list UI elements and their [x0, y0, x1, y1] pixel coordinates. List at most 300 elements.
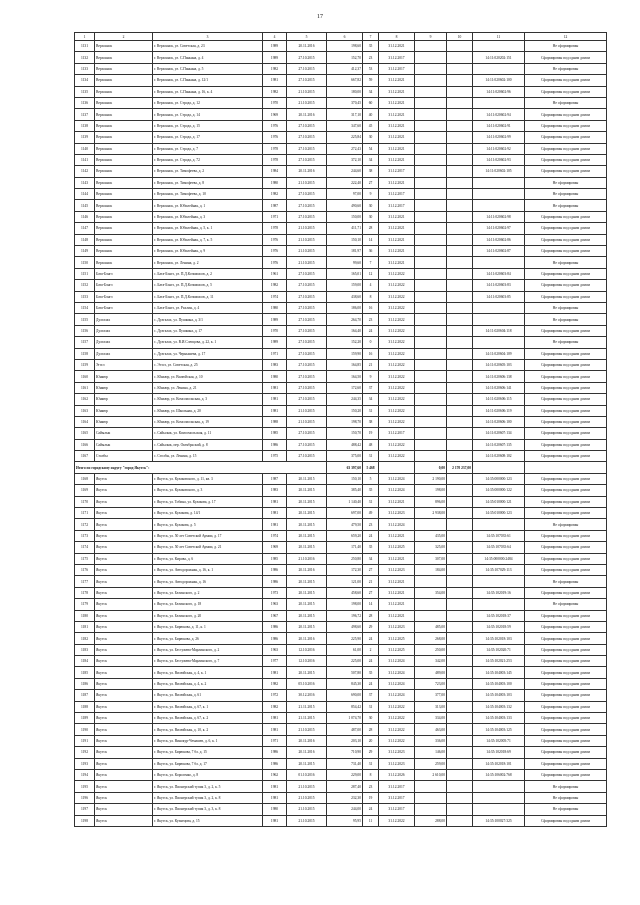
cell-area: 203,10 — [327, 735, 363, 746]
cell-year-built: 1976 — [263, 257, 287, 268]
cell-cadastral-number: 14:35:104003:145 — [473, 667, 525, 678]
cell-settlement: Верхоянск — [95, 97, 153, 108]
cell-residents: 23 — [363, 781, 379, 792]
cell-land-status: Не сформирован — [525, 177, 607, 188]
cell-area: 225,84 — [327, 132, 363, 143]
cell-deadline: 31.12.2022 — [379, 337, 415, 348]
cell-residents: 24 — [363, 325, 379, 336]
cell-deadline: 31.12.2026 — [379, 770, 415, 781]
cell-address: г. Верхоянск, ул. Строда, д. 7 — [153, 143, 263, 154]
cell-date: 20.11.2015 — [287, 667, 327, 678]
table-row — [75, 41, 607, 52]
cell-deadline: 31.12.2021 — [379, 246, 415, 257]
cell-cost — [415, 120, 447, 131]
cell-row-number: 1198 — [75, 815, 95, 826]
cell-year-built: 1981 — [263, 781, 287, 792]
cell-area: 159,00 — [327, 280, 363, 291]
cell-deadline: 31.12.2017 — [379, 804, 415, 815]
cell-area: 507,80 — [327, 667, 363, 678]
cell-cadastral-number: 14:11:020604:109 — [473, 348, 525, 359]
cell-cadastral-number: 14:35:102018:101 — [473, 758, 525, 769]
cell-cadastral-number: 14:11:020608:102 — [473, 451, 525, 462]
cell-date: 21.10.2015 — [287, 792, 327, 803]
cell-land-status: Не сформирован — [525, 314, 607, 325]
cell-year-built: 1989 — [263, 52, 287, 63]
cell-year-built: 1978 — [263, 143, 287, 154]
cell-year-built: 1982 — [263, 63, 287, 74]
table-row — [75, 405, 607, 416]
cell-residents: 35 — [363, 485, 379, 496]
cell-deadline: 31.12.2017 — [379, 200, 415, 211]
cell-residents: 30 — [363, 200, 379, 211]
cell-cadastral-number: 14:11:020606:115 — [473, 394, 525, 405]
cell-year-built: 1971 — [263, 735, 287, 746]
header-row — [75, 33, 607, 41]
column-header: 9 — [415, 33, 447, 41]
cell-residents: 24 — [363, 633, 379, 644]
cell-year-built: 1969 — [263, 542, 287, 553]
cell-row-number: 1166 — [75, 439, 95, 450]
cell-area: 150,10 — [327, 473, 363, 484]
cell-col-10 — [447, 246, 473, 257]
cell-land-status: Сформирован под одним домом — [525, 508, 607, 519]
cell-settlement: Эгэсэ — [95, 359, 153, 370]
cell-residents: 19 — [363, 792, 379, 803]
cell-land-status: Сформирован под одним домом — [525, 724, 607, 735]
cell-area: 287,40 — [327, 781, 363, 792]
cell-address: г. Верхоянск, ул. Юбилейная, д. 3 — [153, 211, 263, 222]
cell-area: 479,50 — [327, 519, 363, 530]
table-row — [75, 314, 607, 325]
cell-address: г. Якутск, ул. Автодорожная, д. 16 — [153, 576, 263, 587]
cell-cost: 377,00 — [415, 690, 447, 701]
cell-row-number: 1159 — [75, 359, 95, 370]
cell-cost — [415, 246, 447, 257]
cell-year-built: 1970 — [263, 97, 287, 108]
cell-year-built: 1976 — [263, 234, 287, 245]
cell-cadastral-number: 14:11:020607:134 — [473, 428, 525, 439]
cell-date: 21.10.2015 — [287, 86, 327, 97]
cell-area: 165,01 — [327, 268, 363, 279]
cell-address: г. Верхоянск, ул. С.Паньяна, д. 16, к. 4 — [153, 86, 263, 97]
cell-settlement: Якутск — [95, 713, 153, 724]
cell-year-built: 1981 — [263, 724, 287, 735]
table-row — [75, 713, 607, 724]
cell-residents: 34 — [363, 394, 379, 405]
cell-cadastral-number — [473, 804, 525, 815]
cell-settlement: Якутск — [95, 690, 153, 701]
table-row — [75, 75, 607, 86]
table-row — [75, 701, 607, 712]
cell-settlement: Верхоянск — [95, 200, 153, 211]
table-row — [75, 348, 607, 359]
table-row — [75, 735, 607, 746]
table-row — [75, 337, 607, 348]
cell-residents: 35 — [363, 667, 379, 678]
cell-year-built: 1981 — [263, 713, 287, 724]
cell-cost — [415, 382, 447, 393]
cell-settlement: Якутск — [95, 564, 153, 575]
cell-cost — [415, 268, 447, 279]
cell-year-built: 1969 — [263, 109, 287, 120]
cell-year-built: 1982 — [263, 280, 287, 291]
table-body-lower — [75, 473, 607, 826]
cell-date: 20.11.2015 — [287, 599, 327, 610]
table-row — [75, 485, 607, 496]
cell-area: 229,00 — [327, 770, 363, 781]
cell-settlement: Верхоянск — [95, 223, 153, 234]
cell-residents: 30 — [363, 713, 379, 724]
cell-cost — [415, 792, 447, 803]
cell-land-status: Не сформирован — [525, 189, 607, 200]
cell-col-10 — [447, 109, 473, 120]
cell-date: 27.10.2015 — [287, 63, 327, 74]
cell-area: 264,70 — [327, 314, 363, 325]
cell-area: 61,00 — [327, 644, 363, 655]
cell-row-number: 1162 — [75, 394, 95, 405]
cell-row-number: 1184 — [75, 656, 95, 667]
cell-address: с. Бата-Бэнгэ, ул. П.Д.Кочмамсов, д. 11 — [153, 291, 263, 302]
cell-year-built: 1989 — [263, 337, 287, 348]
cell-deadline: 31.12.2022 — [379, 439, 415, 450]
cell-land-status: Сформирован под одним домом — [525, 143, 607, 154]
cell-cadastral-number — [473, 97, 525, 108]
cell-row-number: 1136 — [75, 97, 95, 108]
cell-deadline: 31.12.2021 — [379, 109, 415, 120]
cell-deadline: 31.12.2022 — [379, 701, 415, 712]
cell-land-status: Не сформирован — [525, 97, 607, 108]
cell-deadline: 31.12.2021 — [379, 86, 415, 97]
cell-col-10 — [447, 633, 473, 644]
cell-deadline: 31.12.2022 — [379, 302, 415, 313]
cell-deadline: 31.12.2021 — [379, 610, 415, 621]
cell-residents: 31 — [363, 758, 379, 769]
cell-year-built: 1985 — [263, 553, 287, 564]
cell-area: 196,72 — [327, 610, 363, 621]
cell-settlement: Якутск — [95, 610, 153, 621]
cell-settlement: Верхоянск — [95, 120, 153, 131]
cell-address: с. Юнкюр, ул. Школьная, д. 20 — [153, 405, 263, 416]
cell-cost: 342,00 — [415, 656, 447, 667]
cell-col-10 — [447, 519, 473, 530]
cell-area: 164,40 — [327, 325, 363, 336]
cell-cost — [415, 41, 447, 52]
cell-row-number: 1169 — [75, 485, 95, 496]
cell-col-10 — [447, 701, 473, 712]
cell-deadline: 31.12.2024 — [379, 667, 415, 678]
cell-row-number: 1183 — [75, 644, 95, 655]
cell-address: с. Юнкюр, ул. Комсомольская, д. 19 — [153, 416, 263, 427]
total-empty — [473, 462, 525, 473]
cell-land-status: Сформирован под одним домом — [525, 713, 607, 724]
cell-cost: 485,00 — [415, 621, 447, 632]
column-header: 11 — [473, 33, 525, 41]
cell-address: г. Верхоянск, ул. С.Паньяна, д. 4 — [153, 52, 263, 63]
cell-cadastral-number: 14:35:104003:132 — [473, 701, 525, 712]
table-row — [75, 439, 607, 450]
cell-cost: 354,00 — [415, 587, 447, 598]
cell-residents: 28 — [363, 223, 379, 234]
cell-cost — [415, 143, 447, 154]
table-row — [75, 678, 607, 689]
cell-year-built: 1981 — [263, 382, 287, 393]
cell-settlement: Якутск — [95, 781, 153, 792]
cell-address: г. Якутск, ул. Бирюкова, 7 бл. д. 15 — [153, 747, 263, 758]
column-header: 7 — [363, 33, 379, 41]
cell-col-10 — [447, 154, 473, 165]
cell-land-status: Сформирован под одним домом — [525, 473, 607, 484]
cell-deadline: 31.12.2017 — [379, 781, 415, 792]
table-row — [75, 519, 607, 530]
cell-date: 27.10.2015 — [287, 143, 327, 154]
cell-address: г. Верхоянск, ул. Тимофеева, д. 10 — [153, 189, 263, 200]
cell-deadline: 31.12.2022 — [379, 280, 415, 291]
cell-address: с. Дулгалах, ул. Пушкина, д. 3/1 — [153, 314, 263, 325]
cell-address: с. Сайылык, пер. Октябрьский, д. 8 — [153, 439, 263, 450]
cell-land-status: Сформирован под одним домом — [525, 610, 607, 621]
cell-area: 198,70 — [327, 416, 363, 427]
total-area: 63 397,60 — [327, 462, 363, 473]
cell-area: 710,90 — [327, 747, 363, 758]
cell-row-number: 1178 — [75, 587, 95, 598]
cell-year-built: 1980 — [263, 177, 287, 188]
cell-land-status: Сформирован под одним домом — [525, 564, 607, 575]
cell-residents: 27 — [363, 564, 379, 575]
cell-date: 21.10.2015 — [287, 177, 327, 188]
cell-year-built: 1986 — [263, 564, 287, 575]
cell-year-built: 1983 — [263, 485, 287, 496]
cell-residents: 53 — [363, 63, 379, 74]
cell-row-number: 1188 — [75, 701, 95, 712]
cell-cadastral-number: 14:11:020602:91 — [473, 120, 525, 131]
cell-settlement: Юнкюр — [95, 382, 153, 393]
cell-settlement: Якутск — [95, 485, 153, 496]
cell-address: г. Верхоянск, ул. Строда, д. 72 — [153, 154, 263, 165]
cell-address: г. Якутск, ул. Винокур-Чемашев, д. 6, к. 1 — [153, 735, 263, 746]
cell-land-status: Сформирован под одним домом — [525, 530, 607, 541]
cell-settlement: Верхоянск — [95, 75, 153, 86]
cell-residents: 38 — [363, 166, 379, 177]
cell-area: 172,60 — [327, 382, 363, 393]
table-row — [75, 371, 607, 382]
table-row — [75, 530, 607, 541]
cell-year-built: 1967 — [263, 610, 287, 621]
cell-address: г. Верхоянск, ул. Строда, д. 12 — [153, 97, 263, 108]
cell-col-10 — [447, 815, 473, 826]
cell-cadastral-number: 14:35:000000:122 — [473, 485, 525, 496]
cell-row-number: 1194 — [75, 770, 95, 781]
cell-cost: 2 190,00 — [415, 473, 447, 484]
table-row — [75, 52, 607, 63]
cell-settlement: Дулгалах — [95, 325, 153, 336]
cell-date: 27.10.2015 — [287, 75, 327, 86]
cell-settlement: Якутск — [95, 747, 153, 758]
cell-date: 05.10.2016 — [287, 678, 327, 689]
cell-col-10 — [447, 41, 473, 52]
cell-cost: 268,00 — [415, 633, 447, 644]
cell-settlement: Якутск — [95, 792, 153, 803]
cell-year-built: 1974 — [263, 291, 287, 302]
table-row — [75, 542, 607, 553]
cell-area: 198,00 — [327, 599, 363, 610]
cell-address: с. Столбы, ул. Ленина, д. 15 — [153, 451, 263, 462]
table-row — [75, 690, 607, 701]
cell-land-status: Не сформирован — [525, 781, 607, 792]
cell-settlement: Якутск — [95, 542, 153, 553]
cell-row-number: 1168 — [75, 473, 95, 484]
table-row — [75, 97, 607, 108]
cell-area: 488,42 — [327, 439, 363, 450]
cell-date: 20.11.2016 — [287, 41, 327, 52]
cell-settlement: Сайылык — [95, 428, 153, 439]
table-row — [75, 359, 607, 370]
cell-cadastral-number: 14:11:020602:86 — [473, 234, 525, 245]
cell-cost — [415, 291, 447, 302]
cell-residents: 16 — [363, 348, 379, 359]
cell-row-number: 1138 — [75, 120, 95, 131]
cell-land-status: Сформирован под одним домом — [525, 621, 607, 632]
cell-date: 20.11.2015 — [287, 508, 327, 519]
cell-row-number: 1140 — [75, 143, 95, 154]
cell-col-10 — [447, 382, 473, 393]
cell-row-number: 1165 — [75, 428, 95, 439]
cell-settlement: Верхоянск — [95, 52, 153, 63]
table-row — [75, 177, 607, 188]
cell-land-status: Не сформирован — [525, 599, 607, 610]
cell-col-10 — [447, 747, 473, 758]
cell-settlement: Верхоянск — [95, 257, 153, 268]
cell-settlement: Верхоянск — [95, 132, 153, 143]
cell-deadline: 31.12.2021 — [379, 120, 415, 131]
cell-land-status: Сформирован под одним домом — [525, 496, 607, 507]
cell-settlement: Бата-Бэнгэ — [95, 291, 153, 302]
cell-date: 27.10.2015 — [287, 439, 327, 450]
cell-deadline: 31.12.2021 — [379, 576, 415, 587]
cell-land-status: Сформирован под одним домом — [525, 268, 607, 279]
cell-year-built: 1981 — [263, 519, 287, 530]
cell-residents: 60 — [363, 97, 379, 108]
cell-row-number: 1132 — [75, 52, 95, 63]
table-row — [75, 610, 607, 621]
table-row — [75, 770, 607, 781]
cell-settlement: Юнкюр — [95, 394, 153, 405]
cell-col-10 — [447, 576, 473, 587]
cell-date: 12.10.2016 — [287, 656, 327, 667]
cell-date: 27.10.2015 — [287, 302, 327, 313]
cell-residents: 28 — [363, 724, 379, 735]
cell-year-built: 1980 — [263, 371, 287, 382]
cell-area: 659,20 — [327, 530, 363, 541]
cell-area: 121,00 — [327, 576, 363, 587]
table-row — [75, 599, 607, 610]
table-row — [75, 291, 607, 302]
cell-cadastral-number — [473, 257, 525, 268]
table-row — [75, 223, 607, 234]
table-row — [75, 644, 607, 655]
cell-deadline: 31.12.2022 — [379, 291, 415, 302]
cell-cadastral-number: 14:11:020602:97 — [473, 223, 525, 234]
cell-deadline: 31.12.2022 — [379, 348, 415, 359]
cell-cadastral-number — [473, 781, 525, 792]
cell-cost: 2 938,00 — [415, 508, 447, 519]
cell-date: 27.10.2015 — [287, 211, 327, 222]
cell-date: 20.11.2016 — [287, 166, 327, 177]
cell-residents: 34 — [363, 553, 379, 564]
table-row — [75, 280, 607, 291]
cell-address: г. Якутск, ул. Короленко, д. 8 — [153, 770, 263, 781]
cell-settlement: Якутск — [95, 701, 153, 712]
cell-settlement: Верхоянск — [95, 154, 153, 165]
cell-residents: 12 — [363, 268, 379, 279]
cell-area: 370,45 — [327, 97, 363, 108]
cell-year-built: 1986 — [263, 747, 287, 758]
cell-area: 317,10 — [327, 109, 363, 120]
column-header: 6 — [327, 33, 363, 41]
cell-address: с. Бата-Бэнгэ, ул. Рахлин, д. 4 — [153, 302, 263, 313]
total-empty — [525, 462, 607, 473]
cell-settlement: Якутск — [95, 644, 153, 655]
cell-cadastral-number: 14:11:020602:99 — [473, 132, 525, 143]
table-row — [75, 792, 607, 803]
cell-settlement: Верхоянск — [95, 86, 153, 97]
cell-settlement: Верхоянск — [95, 109, 153, 120]
cell-address: г. Якутск, ул. Пионерский тупик 3, д. 2, к. 5 — [153, 781, 263, 792]
cell-deadline: 31.12.2021 — [379, 211, 415, 222]
cell-land-status: Не сформирован — [525, 519, 607, 530]
cell-land-status: Сформирован под одним домом — [525, 132, 607, 143]
cell-area: 222,40 — [327, 177, 363, 188]
cell-cost — [415, 280, 447, 291]
cell-land-status: Сформирован под одним домом — [525, 633, 607, 644]
cell-date: 21.10.2015 — [287, 257, 327, 268]
cell-address: г. Верхоянск, ул. Ленина, д. 2 — [153, 257, 263, 268]
cell-deadline: 31.12.2024 — [379, 519, 415, 530]
table-row — [75, 257, 607, 268]
cell-row-number: 1161 — [75, 382, 95, 393]
cell-year-built: 1985 — [263, 428, 287, 439]
cell-residents: 24 — [363, 678, 379, 689]
cell-year-built: 1976 — [263, 120, 287, 131]
cell-date: 30.12.2016 — [287, 690, 327, 701]
cell-cost — [415, 405, 447, 416]
cell-residents: 21 — [363, 359, 379, 370]
cell-col-10 — [447, 405, 473, 416]
cell-settlement: Дулгалах — [95, 314, 153, 325]
cell-deadline: 31.12.2023 — [379, 508, 415, 519]
cell-address: г. Верхоянск, ул. Юбилейная, д. 1 — [153, 200, 263, 211]
cell-cadastral-number: 14:35:010000:123 — [473, 508, 525, 519]
cell-residents: 31 — [363, 701, 379, 712]
cell-col-10 — [447, 792, 473, 803]
cell-area: 1 074,70 — [327, 713, 363, 724]
cell-cadastral-number — [473, 302, 525, 313]
cell-land-status: Сформирован под одним домом — [525, 371, 607, 382]
cell-cadastral-number: 14:35:010000:121 — [473, 496, 525, 507]
cell-date: 21.10.2015 — [287, 246, 327, 257]
cell-deadline: 31.12.2024 — [379, 473, 415, 484]
cell-row-number: 1175 — [75, 553, 95, 564]
cell-settlement: Якутск — [95, 473, 153, 484]
cell-settlement: Якутск — [95, 530, 153, 541]
cell-settlement: Якутск — [95, 621, 153, 632]
cell-area: 95,95 — [327, 815, 363, 826]
column-header: 2 — [95, 33, 153, 41]
cell-cadastral-number: 14:35:102018:59 — [473, 621, 525, 632]
cell-date: 20.11.2016 — [287, 109, 327, 120]
cell-residents: 5 — [363, 473, 379, 484]
cell-address: г. Якутск, ул. Бестужева-Марлинского, д. 2 — [153, 644, 263, 655]
column-header: 1 — [75, 33, 95, 41]
